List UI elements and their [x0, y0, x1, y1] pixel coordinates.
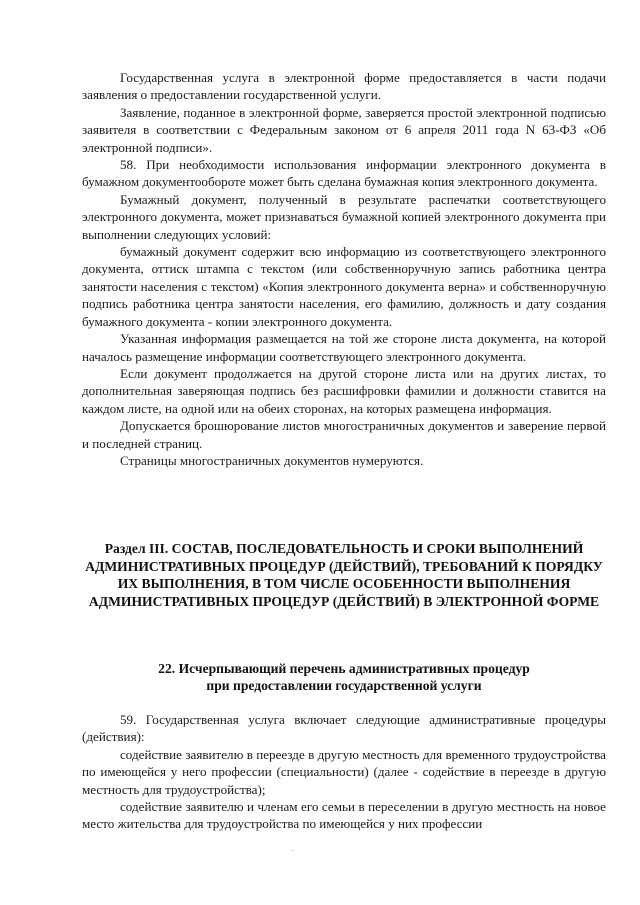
paragraph: 59. Государственная услуга включает следующие административные процедуры (действия): — [82, 712, 606, 745]
paragraph: Указанная информация размещается на той же стороне листа документа, на которой началось размещение информации соответствующего электронного документа. — [82, 331, 606, 364]
paragraph: Государственная услуга в электронной форме предоставляется в части подачи заявления о предоставлении государственной услуги. — [82, 70, 606, 103]
paragraph: Допускается брошюрование листов многостраничных документов и заверение первой и последней страниц. — [82, 418, 606, 451]
subsection-heading — [82, 660, 606, 695]
paragraph: 58. При необходимости использования информации электронного документа в бумажном документообороте может быть сделана бумажная копия электронного документа. — [82, 157, 606, 190]
section-heading: Раздел III. СОСТАВ, ПОСЛЕДОВАТЕЛЬНОСТЬ И СРОКИ ВЫПОЛНЕНИЙ АДМИНИСТРАТИВНЫХ ПРОЦЕДУР (ДЕЙСТВИЙ), ТРЕБОВАНИЙ К ПОРЯДКУ ИХ ВЫПОЛНЕНИЯ, В ТОМ ЧИСЛЕ ОСОБЕННОСТИ ВЫПОЛНЕНИЯ АДМИНИСТРАТИВНЫХ ПРОЦЕДУР (ДЕЙСТВИЙ) В ЭЛЕКТРОННОЙ ФОРМЕ — [85, 541, 603, 609]
paragraph: Заявление, поданное в электронной форме, заверяется простой электронной подписью заявителя в соответствии с Федеральным законом от 6 апреля 2011 года N 63-ФЗ «Об электронной подписи». — [82, 104, 606, 155]
paragraph: содействие заявителю в переезде в другую местность для временного трудоустройства по имеющейся у него профессии (специальности) (далее - содействие в переезде в другую местность для трудоустройства); — [82, 746, 606, 797]
scan-speck — [292, 850, 293, 851]
paragraph: содействие заявителю и членам его семьи в переселении в другую местность на новое место жительства для трудоустройства по имеющейся у них профессии — [82, 799, 606, 832]
paragraph: бумажный документ содержит всю информацию из соответствующего электронного документа, оттиск штампа с текстом (или собственноручную запись работника центра занятости населения с текстом) «Копия электронного документа верна» и собственноручную подпись работника центра занятости населения, его фамилию, должность и дату создания бумажного документа - копии электронного документа. — [82, 244, 606, 329]
paragraph: Если документ продолжается на другой стороне листа или на других листах, то дополнительная заверяющая подпись без расшифровки фамилии и должности ставится на каждом листе, на одной или на обеих сторонах, на которых размещена информация. — [82, 365, 606, 416]
subsection-heading-line2: при предоставлении государственной услуги — [206, 678, 482, 694]
body-text-lower — [82, 711, 606, 833]
subsection-heading-line1: 22. Исчерпывающий перечень административных процедур — [158, 661, 530, 676]
body-text-upper — [82, 69, 606, 469]
paragraph: Бумажный документ, полученный в результате распечатки соответствующего электронного документа, может признаваться бумажной копией электронного документа при выполнении следующих условий: — [82, 191, 606, 242]
paragraph: Страницы многостраничных документов нумеруются. — [120, 452, 424, 468]
